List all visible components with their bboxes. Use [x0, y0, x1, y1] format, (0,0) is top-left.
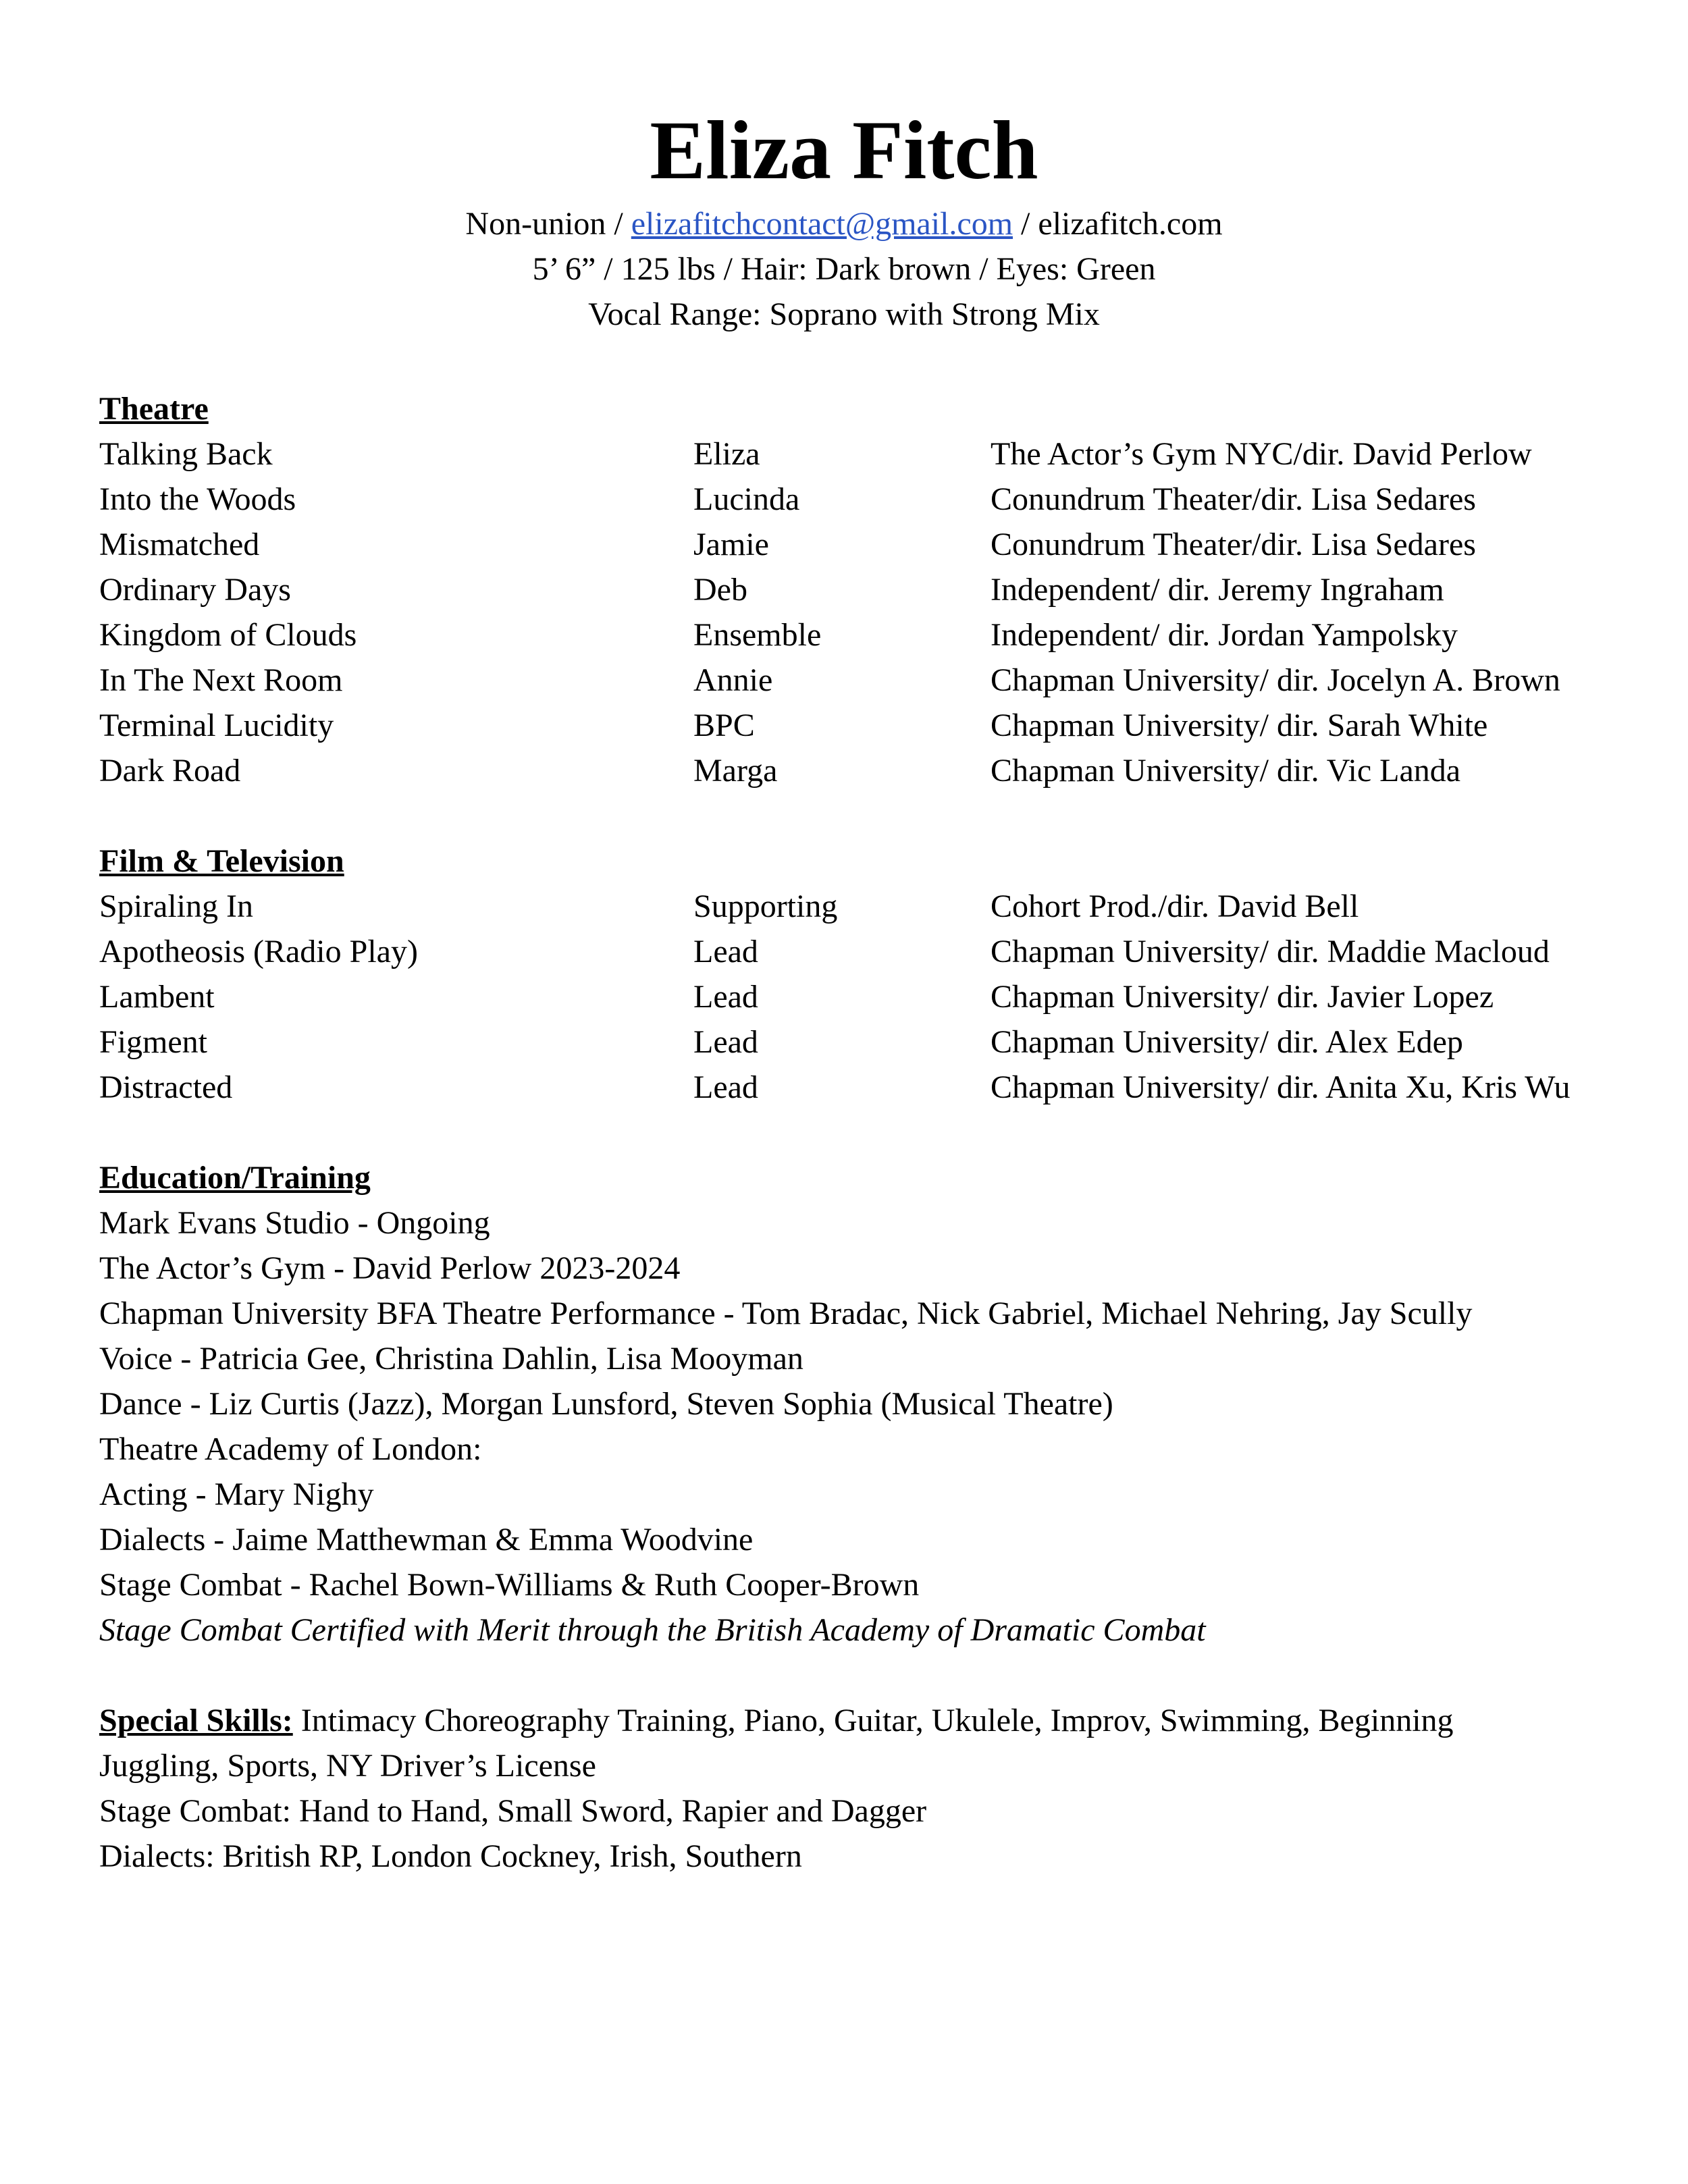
education-line: The Actor’s Gym - David Perlow 2023-2024	[99, 1250, 681, 1286]
education-line: Chapman University BFA Theatre Performance - Tom Bradac, Nick Gabriel, Michael Nehring, Jay Scully	[99, 1296, 1473, 1331]
education-line: Dialects - Jaime Matthewman & Emma Woodvine	[99, 1522, 754, 1557]
credit-role: Jamie	[693, 527, 769, 562]
section-spacer	[99, 1110, 1605, 1155]
special-skills-line	[99, 1698, 1605, 1743]
vocal-range: Vocal Range: Soprano with Strong Mix	[588, 296, 1100, 332]
credit-role: Ensemble	[693, 617, 822, 653]
credit-row	[99, 884, 1605, 929]
credit-role: Annie	[693, 662, 773, 698]
credit-role: Lead	[693, 1024, 758, 1060]
credit-row	[99, 522, 1605, 567]
special-skills-heading: Special Skills:	[99, 1703, 293, 1738]
credit-venue: Chapman University/ dir. Sarah White	[991, 708, 1488, 743]
credit-venue: Chapman University/ dir. Alex Edep	[991, 1024, 1463, 1060]
credit-role: Eliza	[693, 436, 760, 472]
dialect-skills: Dialects: British RP, London Cockney, Irish, Southern	[99, 1838, 802, 1874]
special-skills-continued: Juggling, Sports, NY Driver’s License	[99, 1748, 596, 1784]
film-credits	[99, 884, 1605, 1110]
credit-row	[99, 748, 1605, 793]
credit-title: Mismatched	[99, 527, 260, 562]
credit-venue: Chapman University/ dir. Vic Landa	[991, 753, 1461, 789]
credit-title: In The Next Room	[99, 662, 343, 698]
credit-row	[99, 431, 1605, 477]
education-list	[99, 1200, 1605, 1653]
resume-body	[99, 386, 1605, 1879]
film-heading: Film & Television	[99, 843, 344, 879]
stage-combat-skills: Stage Combat: Hand to Hand, Small Sword, Rapier and Dagger	[99, 1793, 927, 1829]
education-line: Theatre Academy of London:	[99, 1431, 482, 1467]
credit-venue: Chapman University/ dir. Anita Xu, Kris Wu	[991, 1069, 1571, 1105]
education-line: Stage Combat - Rachel Bown-Williams & Ruth Cooper-Brown	[99, 1567, 920, 1603]
theatre-credits	[99, 431, 1605, 793]
physical-stats: 5’ 6” / 125 lbs / Hair: Dark brown / Eyes: Green	[532, 251, 1156, 287]
credit-title: Distracted	[99, 1069, 233, 1105]
credit-role: Lead	[693, 979, 758, 1015]
credit-venue: Cohort Prod./dir. David Bell	[991, 888, 1359, 924]
credit-title: Into the Woods	[99, 481, 296, 517]
credit-venue: Chapman University/ dir. Javier Lopez	[991, 979, 1494, 1015]
actor-name: Eliza Fitch	[650, 104, 1038, 196]
credit-title: Spiraling In	[99, 888, 253, 924]
website-text: / elizafitch.com	[1021, 206, 1223, 242]
credit-role: Lead	[693, 934, 758, 969]
credit-venue: Chapman University/ dir. Maddie Macloud	[991, 934, 1550, 969]
credit-row	[99, 703, 1605, 748]
credit-role: Deb	[693, 572, 747, 608]
credit-venue: Conundrum Theater/dir. Lisa Sedares	[991, 481, 1476, 517]
credit-venue: The Actor’s Gym NYC/dir. David Perlow	[991, 436, 1532, 472]
certification-note: Stage Combat Certified with Merit through the British Academy of Dramatic Combat	[99, 1612, 1206, 1648]
resume-header	[0, 100, 1688, 337]
credit-venue: Conundrum Theater/dir. Lisa Sedares	[991, 527, 1476, 562]
credit-role: Lucinda	[693, 481, 800, 517]
union-status: Non-union /	[465, 206, 623, 242]
credit-row	[99, 1065, 1605, 1110]
education-line: Dance - Liz Curtis (Jazz), Morgan Lunsford, Steven Sophia (Musical Theatre)	[99, 1386, 1113, 1422]
credit-role: Marga	[693, 753, 778, 789]
credit-row	[99, 477, 1605, 522]
education-heading: Education/Training	[99, 1160, 371, 1196]
email-link[interactable]: elizafitchcontact@gmail.com	[631, 206, 1013, 242]
credit-role: Supporting	[693, 888, 838, 924]
credit-title: Talking Back	[99, 436, 273, 472]
credit-title: Ordinary Days	[99, 572, 291, 608]
credit-row	[99, 1019, 1605, 1065]
education-line: Mark Evans Studio - Ongoing	[99, 1205, 490, 1241]
special-skills-text: Intimacy Choreography Training, Piano, Guitar, Ukulele, Improv, Swimming, Beginning	[292, 1703, 1454, 1738]
credit-venue: Chapman University/ dir. Jocelyn A. Brown	[991, 662, 1560, 698]
credit-venue: Independent/ dir. Jordan Yampolsky	[991, 617, 1458, 653]
credit-role: BPC	[693, 708, 755, 743]
education-line: Acting - Mary Nighy	[99, 1476, 374, 1512]
credit-role: Lead	[693, 1069, 758, 1105]
credit-row	[99, 658, 1605, 703]
credit-row	[99, 974, 1605, 1019]
section-spacer	[99, 793, 1605, 838]
credit-row	[99, 567, 1605, 612]
credit-venue: Independent/ dir. Jeremy Ingraham	[991, 572, 1444, 608]
credit-row	[99, 612, 1605, 658]
credit-title: Terminal Lucidity	[99, 708, 334, 743]
section-spacer	[99, 1653, 1605, 1698]
credit-title: Dark Road	[99, 753, 241, 789]
credit-row	[99, 929, 1605, 974]
education-line: Voice - Patricia Gee, Christina Dahlin, Lisa Mooyman	[99, 1341, 803, 1377]
credit-title: Apotheosis (Radio Play)	[99, 934, 418, 969]
credit-title: Lambent	[99, 979, 215, 1015]
contact-line	[0, 201, 1688, 246]
theatre-heading: Theatre	[99, 391, 209, 427]
credit-title: Kingdom of Clouds	[99, 617, 357, 653]
credit-title: Figment	[99, 1024, 208, 1060]
